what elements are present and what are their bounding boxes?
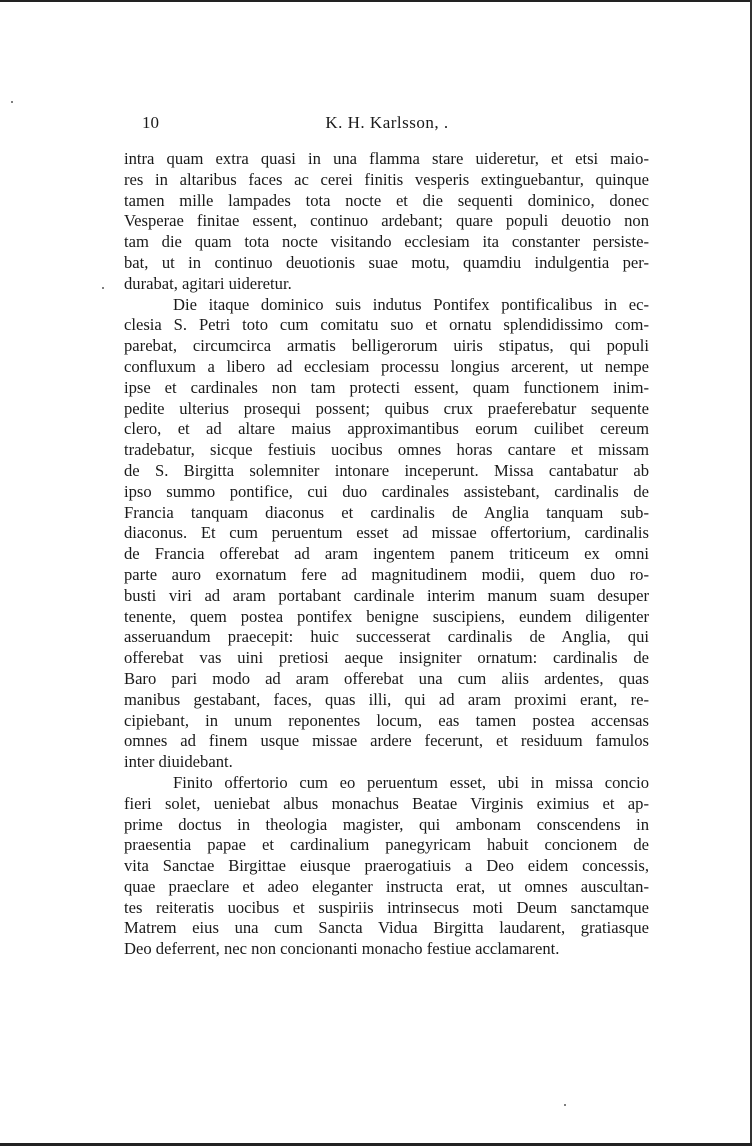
- text-line: de Francia offerebat ad aram ingentem panem triticeum ex omni: [124, 544, 649, 564]
- text-line: offerebat vas uini pretiosi aeque insigniter ornatum: cardinalis de: [124, 648, 649, 668]
- text-line: Die itaque dominico suis indutus Pontifex pontificalibus in ec-: [173, 294, 649, 314]
- body-text: [124, 149, 649, 960]
- text-line: praesentia papae et cardinalium panegyricam habuit concionem de: [124, 835, 649, 855]
- text-line: vita Sanctae Birgittae eiusque praerogatiuis a Deo eidem concessis,: [124, 856, 649, 876]
- text-line: clero, et ad altare maius approximantibus eorum cuilibet cereum: [124, 419, 649, 439]
- scan-speck: [11, 101, 13, 103]
- text-line: inter diuidebant.: [124, 752, 233, 772]
- text-line: tenente, quem postea pontifex benigne suscipiens, eundem diligenter: [124, 606, 649, 626]
- text-line: ipso summo pontifice, cui duo cardinales assistebant, cardinalis de: [124, 481, 649, 501]
- text-line: cipiebant, in unum reponentes locum, eas tamen postea accensas: [124, 710, 649, 730]
- text-line: Baro pari modo ad aram offerebat una cum aliis ardentes, quas: [124, 668, 649, 688]
- text-line: quae praeclare et adeo eleganter instructa erat, ut omnes auscultan-: [124, 876, 649, 896]
- text-line: clesia S. Petri toto cum comitatu suo et ornatu splendidissimo com-: [124, 315, 649, 335]
- text-line: bat, ut in continuo deuotionis suae motu, quamdiu indulgentia per-: [124, 252, 649, 272]
- text-line: tamen mille lampades tota nocte et die sequenti dominico, donec: [124, 190, 649, 210]
- scan-speck: [564, 1104, 566, 1106]
- text-line: prime doctus in theologia magister, qui ambonam conscendens in: [124, 814, 649, 834]
- text-line: res in altaribus faces ac cerei finitis vesperis extinguebantur, quinque: [124, 169, 649, 189]
- text-line: confluxum a libero ad ecclesiam processu longius arcerent, ut nempe: [124, 356, 649, 376]
- text-line: Deo deferrent, nec non concionanti monacho festiue acclamarent.: [124, 939, 560, 959]
- text-line: tes reiteratis uocibus et suspiriis intrinsecus moti Deum sanctamque: [124, 897, 649, 917]
- text-line: durabat, agitari uideretur.: [124, 273, 292, 293]
- text-line: tradebatur, sicque festiuis uocibus omnes horas cantare et missam: [124, 440, 649, 460]
- text-line: asseruandum praecepit: huic successerat cardinalis de Anglia, qui: [124, 627, 649, 647]
- page-number: 10: [142, 113, 159, 132]
- text-line: Vesperae finitae essent, continuo ardebant; quare populi deuotio non: [124, 211, 649, 231]
- text-line: Francia tanquam diaconus et cardinalis de Anglia tanquam sub-: [124, 502, 649, 522]
- paragraph-1: [124, 149, 649, 295]
- paragraph-2: [124, 295, 649, 773]
- text-line: ipse et cardinales non tam protecti essent, quam functionem inim-: [124, 377, 649, 397]
- scan-border-top: [0, 0, 752, 2]
- text-line: fieri solet, ueniebat albus monachus Beatae Virginis eximius et ap-: [124, 793, 649, 813]
- text-line: busti viri ad aram portabant cardinale interim manum suam desuper: [124, 585, 649, 605]
- text-line: parebat, circumcirca armatis belligerorum uiris stipatus, qui populi: [124, 336, 649, 356]
- page-header: [124, 113, 650, 137]
- text-line: diaconus. Et cum peruentum esset ad missae offertorium, cardinalis: [124, 523, 649, 543]
- text-line: parte auro exornatum fere ad magnitudinem modii, quem duo ro-: [124, 564, 649, 584]
- text-line: manibus gestabant, faces, quas illi, qui ad aram proximi erant, re-: [124, 689, 649, 709]
- running-head: K. H. Karlsson, .: [325, 113, 449, 132]
- text-line: Finito offertorio cum eo peruentum esset, ubi in missa concio: [173, 772, 649, 792]
- paragraph-3: [124, 773, 649, 960]
- text-line: intra quam extra quasi in una flamma stare uideretur, et etsi maio-: [124, 149, 649, 168]
- text-line: Matrem eius una cum Sancta Vidua Birgitta laudarent, gratiasque: [124, 918, 649, 938]
- text-line: de S. Birgitta solemniter intonare inceperunt. Missa cantabatur ab: [124, 460, 649, 480]
- text-line: omnes ad finem usque missae ardere fecerunt, et residuum famulos: [124, 731, 649, 751]
- text-line: tam die quam tota nocte visitando ecclesiam ita constanter persiste-: [124, 232, 649, 252]
- text-line: pedite ulterius prosequi possent; quibus crux praeferebatur sequente: [124, 398, 649, 418]
- scan-speck: [102, 287, 104, 289]
